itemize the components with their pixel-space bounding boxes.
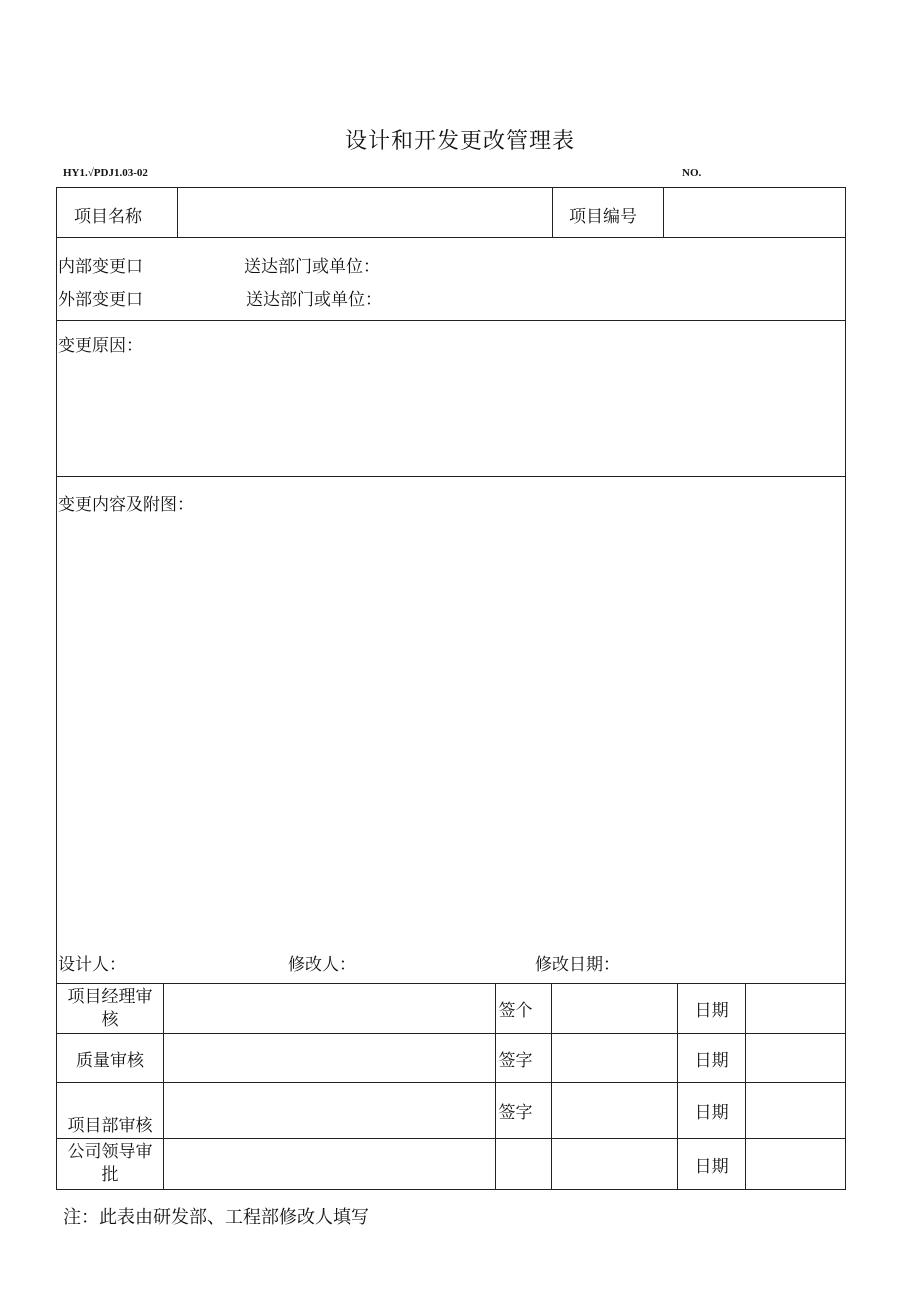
change-reason-label: 变更原因： (58, 336, 143, 356)
approval-sign-label: 签字 (496, 1083, 552, 1139)
col-divider (663, 187, 664, 237)
approval-row (57, 1139, 846, 1190)
approval-role (57, 1083, 164, 1139)
project-number-field[interactable] (666, 190, 844, 235)
project-number-label: 项目编号 (569, 207, 637, 227)
form-code: HY1.√PDJ1.03-02 (63, 167, 148, 179)
approval-sign-field[interactable] (552, 1083, 678, 1139)
approval-role-text: 项目部审核 (67, 1116, 153, 1136)
approval-row (57, 1083, 846, 1139)
approval-sign-label: 签个 (496, 984, 552, 1034)
approval-date-label: 日期 (678, 1034, 746, 1083)
approval-date-field[interactable] (746, 1139, 846, 1190)
approval-opinion-field[interactable] (163, 1139, 495, 1190)
approval-row (57, 984, 846, 1034)
approval-date-field[interactable] (746, 1034, 846, 1083)
row-divider (56, 320, 846, 321)
external-change-checkbox[interactable]: 外部变更口 (58, 290, 143, 310)
designer-label: 设计人： (58, 955, 126, 975)
col-divider (177, 187, 178, 237)
approval-date-field[interactable] (746, 984, 846, 1034)
modify-date-label: 修改日期： (535, 955, 620, 975)
approval-sign-label (496, 1139, 552, 1190)
approval-role (57, 984, 164, 1034)
page-title: 设计和开发更改管理表 (344, 129, 575, 154)
approval-sign-field[interactable] (552, 1034, 678, 1083)
approval-date-label: 日期 (678, 984, 746, 1034)
internal-dept-label: 送达部门或单位： (244, 257, 380, 277)
approval-date-field[interactable] (746, 1083, 846, 1139)
row-divider (56, 237, 846, 238)
change-content-label: 变更内容及附图： (58, 495, 194, 515)
footnote: 注：此表由研发部、工程部修改人填写 (63, 1207, 369, 1228)
modifier-label: 修改人： (288, 955, 356, 975)
approval-row (57, 1034, 846, 1083)
form-main-box (56, 187, 846, 984)
approval-opinion-field[interactable] (163, 1083, 495, 1139)
internal-change-checkbox[interactable]: 内部变更口 (58, 257, 143, 277)
approval-sign-field[interactable] (552, 984, 678, 1034)
approval-sign-field[interactable] (552, 1139, 678, 1190)
approval-date-label: 日期 (678, 1139, 746, 1190)
approval-sign-label: 签字 (496, 1034, 552, 1083)
approval-date-label: 日期 (678, 1083, 746, 1139)
approval-opinion-field[interactable] (163, 984, 495, 1034)
approval-table (56, 983, 846, 1190)
approval-opinion-field[interactable] (163, 1034, 495, 1083)
row-divider (56, 476, 846, 477)
approval-role (57, 1034, 164, 1083)
approval-role (57, 1139, 164, 1190)
approval-role-text: 公司领导审批 (67, 1142, 153, 1185)
project-name-field[interactable] (180, 190, 550, 235)
approval-role-text: 项目经理审核 (67, 986, 153, 1030)
external-dept-label: 送达部门或单位： (246, 290, 382, 310)
project-name-label: 项目名称 (74, 207, 142, 227)
number-label: NO. (682, 167, 702, 179)
col-divider (552, 187, 553, 237)
approval-role-text: 质量审核 (75, 1050, 144, 1071)
